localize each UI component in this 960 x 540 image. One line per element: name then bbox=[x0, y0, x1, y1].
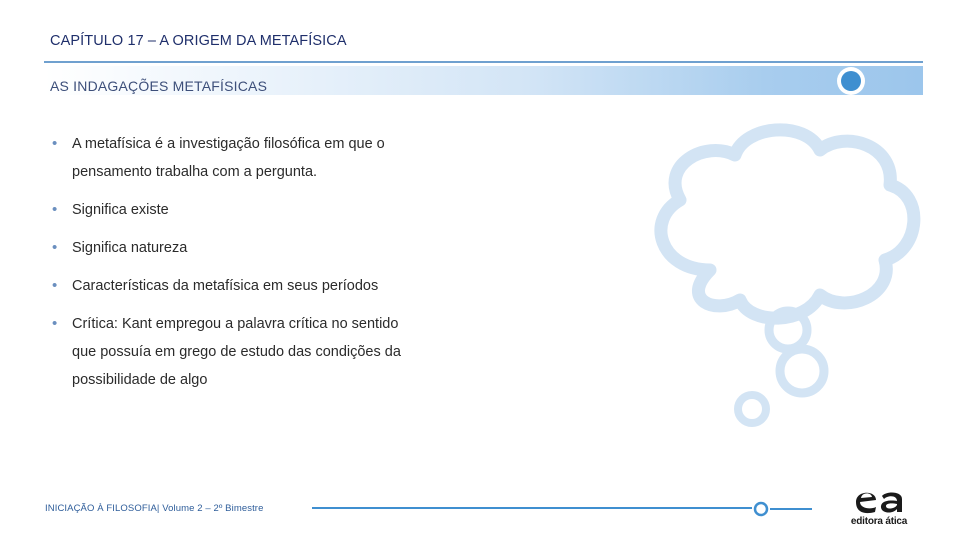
bullet-text: Crítica: Kant empregou a palavra crítica no sentido bbox=[72, 316, 399, 332]
section-title: AS INDAGAÇÕES METAFÍSICAS bbox=[50, 78, 268, 94]
list-item bbox=[50, 196, 480, 224]
footer-line bbox=[312, 507, 752, 509]
bullet-text: A metafísica é a investigação filosófica em que o bbox=[72, 136, 385, 152]
bullet-icon: • bbox=[52, 135, 58, 152]
thought-cloud-icon bbox=[640, 120, 930, 430]
chapter-title: CAPÍTULO 17 – A ORIGEM DA METAFÍSICA bbox=[50, 33, 347, 49]
list-item bbox=[50, 234, 480, 262]
circle-marker-icon bbox=[753, 501, 769, 517]
bullet-list bbox=[50, 130, 480, 404]
bullet-text: Características da metafísica em seus períodos bbox=[72, 278, 379, 294]
bullet-icon: • bbox=[52, 201, 58, 218]
list-item bbox=[50, 130, 480, 186]
logo-text: editora ática bbox=[850, 516, 908, 527]
bullet-icon: • bbox=[52, 277, 58, 294]
bullet-text: pensamento trabalha com a pergunta. bbox=[72, 164, 318, 180]
bullet-text: Significa natureza bbox=[72, 240, 188, 256]
footer-text: INICIAÇÃO À FILOSOFIA| Volume 2 – 2º Bimestre bbox=[45, 503, 264, 514]
bullet-text: possibilidade de algo bbox=[72, 372, 208, 388]
list-item bbox=[50, 272, 480, 300]
footer-line-right bbox=[770, 508, 812, 510]
bullet-text: Significa existe bbox=[72, 202, 169, 218]
list-item bbox=[50, 310, 480, 394]
bullet-icon: • bbox=[52, 239, 58, 256]
bullet-text: que possuía em grego de estudo das condições da bbox=[72, 344, 401, 360]
top-rule bbox=[44, 61, 923, 63]
bullet-icon: • bbox=[52, 315, 58, 332]
circle-icon bbox=[832, 66, 870, 96]
